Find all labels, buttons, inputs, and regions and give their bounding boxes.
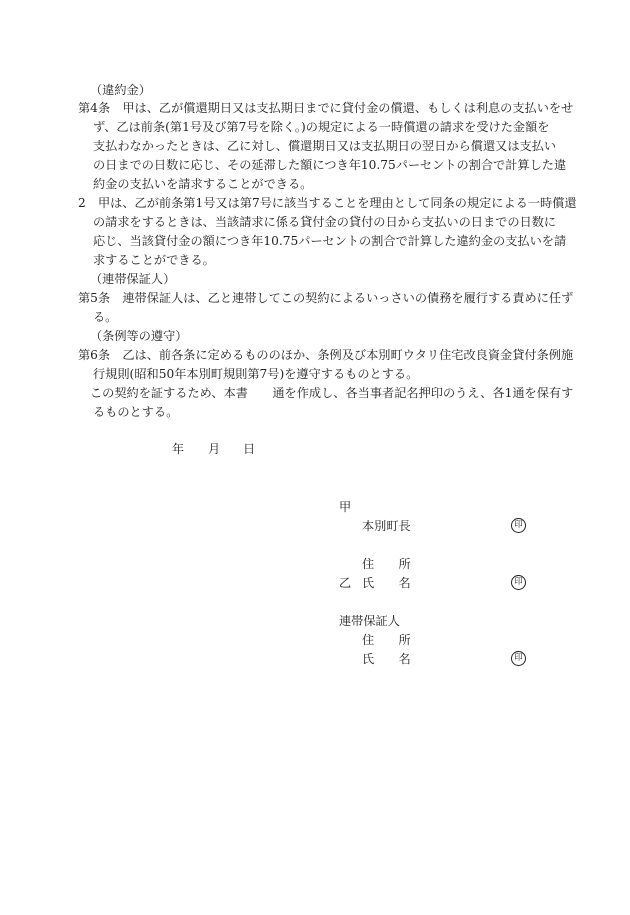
party-b-address-label: 住 所 <box>362 557 411 571</box>
closing-line: この契約を証するため、本書 通を作成し、各当事者記名押印のうえ、各1通を保有す <box>90 386 574 400</box>
date-day: 日 <box>243 442 256 456</box>
article-4-line: 第4条 甲は、乙が償還期日又は支払期日までに貸付金の償還、もしくは利息の支払いをせ <box>78 101 574 115</box>
article-4-para2-line: 求することができる。 <box>93 253 215 267</box>
seal-icon: 印 <box>511 575 526 590</box>
article-4-para2-line: の請求をするときは、当該請求に係る貸付金の貸付の日から支払いの日までの日数に <box>93 215 557 229</box>
article-5-line: 第5条 連帯保証人は、乙と連帯してこの契約によるいっさいの債務を履行する責めに任ず <box>78 291 574 305</box>
article-4-line: ず、乙は前条(第1号及び第7号を除く。)の規定による一時償還の請求を受けた金額を <box>93 120 550 134</box>
article-4-line: 支払わなかったときは、乙に対し、償還期日又は支払期日の翌日から償還又は支払い <box>93 139 557 153</box>
article-4-line: 約金の支払いを請求することができる。 <box>93 177 313 191</box>
article-4-para2-line: 2 甲は、乙が前条第1号又は第7号に該当することを理由として同条の規定による一時償還 <box>78 196 577 210</box>
article-6-line: 行規則(昭和50年本別町規則第7号)を遵守するものとする。 <box>93 367 419 381</box>
guarantor-name-label: 氏 名 <box>362 652 411 666</box>
party-a-name: 本別町長 <box>362 519 411 533</box>
article-6-heading: （条例等の遵守） <box>90 329 188 343</box>
date-month: 月 <box>208 442 221 456</box>
party-b-label: 乙 <box>339 576 352 590</box>
date-year: 年 <box>172 442 185 456</box>
article-4-line: の日までの日数に応じ、その延滞した額につき年10.75パーセントの割合で計算した違 <box>93 158 567 172</box>
guarantor-address-label: 住 所 <box>362 633 411 647</box>
seal-icon: 印 <box>511 518 526 533</box>
party-b-name-label: 氏 名 <box>362 576 411 590</box>
article-5-line: る。 <box>93 310 118 324</box>
article-4-para2-line: 応じ、当該貸付金の額につき年10.75パーセントの割合で計算した違約金の支払いを請 <box>93 234 567 248</box>
article-6-line: 第6条 乙は、前各条に定めるもののほか、条例及び本別町ウタリ住宅改良資金貸付条例施 <box>78 348 574 362</box>
seal-icon: 印 <box>511 651 526 666</box>
article-5-heading: （連帯保証人） <box>90 272 176 286</box>
closing-line: るものとする。 <box>93 405 179 419</box>
guarantor-label: 連帯保証人 <box>339 614 400 628</box>
article-4-heading: （違約金） <box>90 83 151 97</box>
party-a-label: 甲 <box>339 500 352 514</box>
